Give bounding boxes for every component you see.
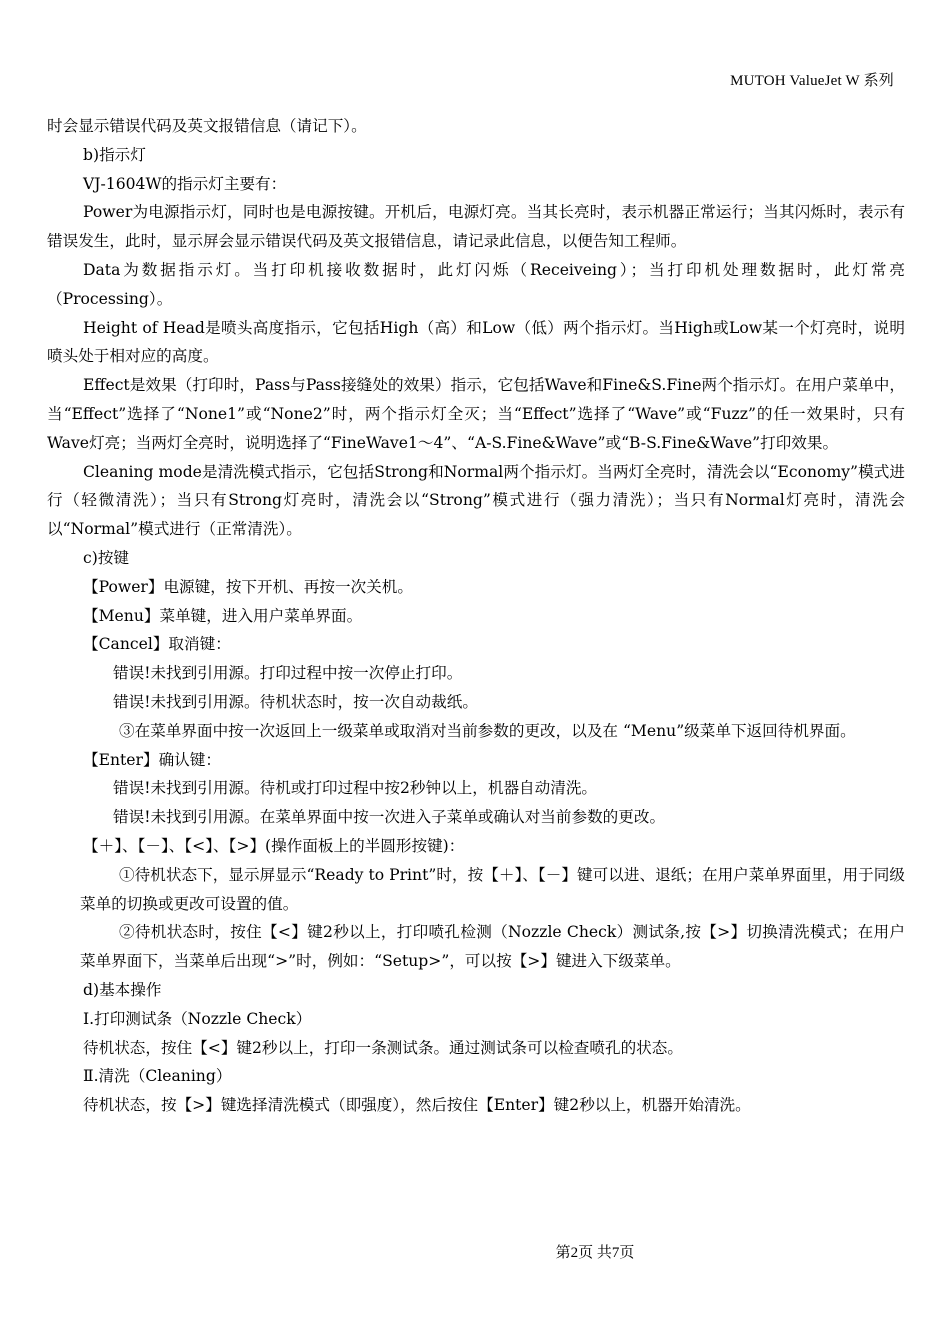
- paragraph: 待机状态，按住【<】键2秒以上，打印一条测试条。通过测试条可以检查喷孔的状态。: [83, 1038, 683, 1057]
- paragraph: 待机状态，按【>】键选择清洗模式（即强度），然后按住【Enter】键2秒以上，机器开始清洗。: [83, 1096, 751, 1115]
- paragraph: 【Enter】确认键：: [83, 750, 221, 769]
- paragraph: Height of Head是喷头高度指示，它包括High（高）和Low（低）两个指示灯。当High或Low某一个灯亮时，说明喷头处于相对应的高度。: [47, 318, 905, 366]
- document-body: [47, 112, 905, 1120]
- paragraph: 【＋】、【－】、【<】、【>】(操作面板上的半圆形按键)：: [83, 836, 465, 855]
- paragraph: 错误!未找到引用源。待机或打印过程中按2秒钟以上，机器自动清洗。: [113, 779, 598, 798]
- paragraph: c)按键: [83, 548, 130, 567]
- paragraph: 【Power】电源键，按下开机、再按一次关机。: [83, 577, 413, 596]
- paragraph: Ⅱ.清洗（Cleaning）: [83, 1067, 232, 1086]
- paragraph: Effect是效果（打印时，Pass与Pass接缝处的效果）指示，它包括Wave和Fine&S.Fine两个指示灯。在用户菜单中，当“Effect”选择了“None1”或“None2”时，两个指示灯全灭；当“Effect”选择了“Wave”或“Fuzz”的任一效果时，只有Wave灯亮；当两灯全亮时，说明选择了“FineWave1～4”、“A-S.Fine&Wave”或“B-S.Fine&Wave”打印效果。: [47, 376, 905, 452]
- running-header: MUTOH ValueJet W 系列: [730, 73, 894, 89]
- paragraph: ②待机状态时，按住【<】键2秒以上，打印喷孔检测（Nozzle Check）测试条,按【>】切换清洗模式；在用户菜单界面下，当菜单后出现“>”时，例如：“Setup>”，可以按【>】键进入下级菜单。: [80, 923, 905, 971]
- paragraph: 【Cancel】取消键：: [83, 635, 231, 654]
- paragraph: ①待机状态下，显示屏显示“Ready to Print”时，按【＋】、【－】键可以进、退纸；在用户菜单界面里，用于同级菜单的切换或更改可设置的值。: [80, 865, 905, 913]
- paragraph: Cleaning mode是清洗模式指示，它包括Strong和Normal两个指示灯。当两灯全亮时，清洗会以“Economy”模式进行（轻微清洗）；当只有Strong灯亮时，清洗会以“Strong”模式进行（强力清洗）；当只有Normal灯亮时，清洗会以“Normal”模式进行（正常清洗）。: [47, 462, 905, 539]
- paragraph: Ⅰ.打印测试条（Nozzle Check）: [83, 1009, 312, 1028]
- paragraph: Data为数据指示灯。当打印机接收数据时，此灯闪烁（Receiveing）；当打印机处理数据时，此灯常亮（Processing）。: [47, 260, 905, 308]
- paragraph: 错误!未找到引用源。在菜单界面中按一次进入子菜单或确认对当前参数的更改。: [113, 808, 666, 827]
- paragraph: 错误!未找到引用源。打印过程中按一次停止打印。: [113, 664, 463, 683]
- paragraph: 错误!未找到引用源。待机状态时，按一次自动裁纸。: [113, 692, 478, 711]
- page-number: 第2页 共7页: [555, 1245, 635, 1261]
- page-footer: [0, 1241, 950, 1262]
- paragraph: 【Menu】菜单键，进入用户菜单界面。: [83, 606, 363, 625]
- paragraph: b)指示灯: [83, 145, 146, 164]
- paragraph: 时会显示错误代码及英文报错信息（请记下）。: [47, 117, 367, 135]
- paragraph: ③在菜单界面中按一次返回上一级菜单或取消对当前参数的更改，以及在 “Menu”级菜单下返回待机界面。: [119, 721, 856, 740]
- paragraph: d)基本操作: [83, 980, 162, 999]
- paragraph: VJ-1604W的指示灯主要有：: [83, 174, 287, 193]
- paragraph: Power为电源指示灯，同时也是电源按键。开机后，电源灯亮。当其长亮时，表示机器正常运行；当其闪烁时，表示有错误发生，此时，显示屏会显示错误代码及英文报错信息，请记录此信息，以便告知工程师。: [47, 203, 905, 251]
